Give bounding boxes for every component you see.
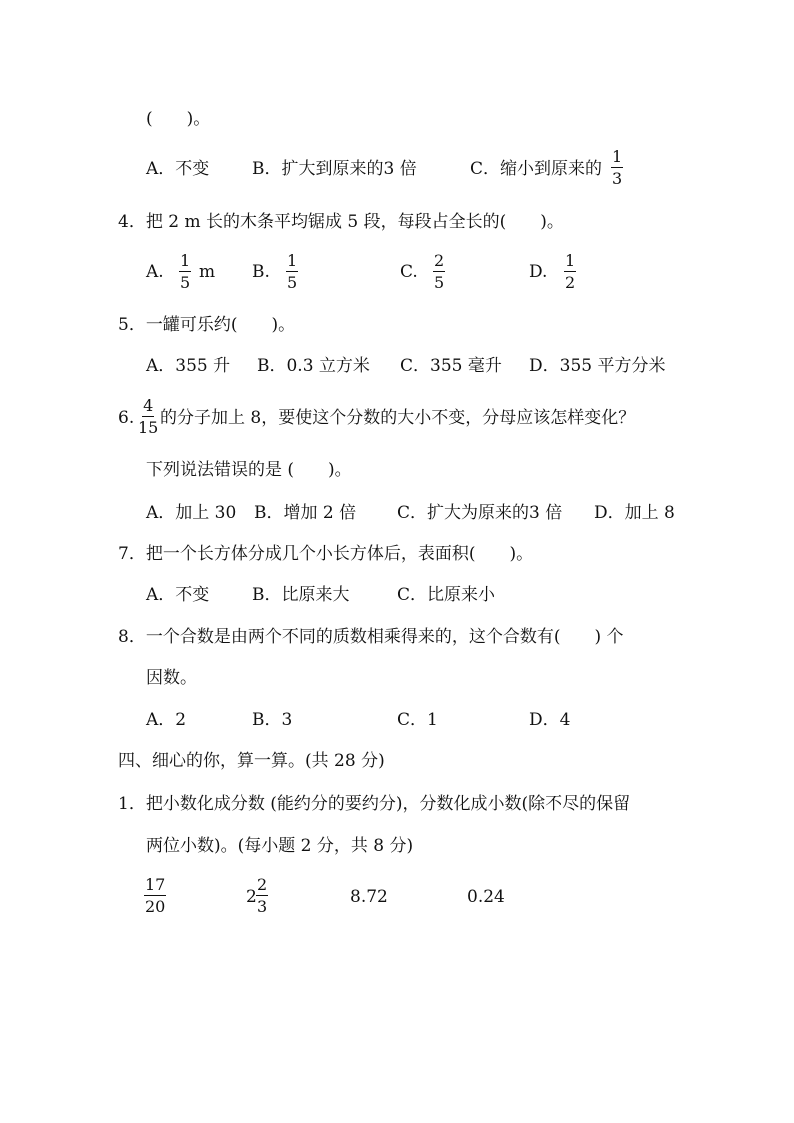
- fraction-denominator: 3: [257, 897, 268, 916]
- fraction-numerator: 1: [287, 251, 298, 270]
- q6-stem-line2: 下列说法错误的是 ( )。: [146, 460, 352, 480]
- fraction-denominator: 15: [138, 418, 159, 437]
- fraction-denominator: 5: [434, 273, 445, 292]
- calc-item-decimal-1: 8.72: [350, 887, 388, 907]
- calc-item-mixed-whole: 2: [246, 887, 257, 907]
- q4-option-a-unit: m: [199, 262, 216, 282]
- fraction-denominator: 2: [565, 273, 576, 292]
- q4-option-d-fraction: [564, 252, 576, 292]
- q4-option-b-label: B.: [252, 262, 270, 282]
- calc-item-fraction-1: [144, 876, 166, 916]
- q4-option-c-label: C.: [400, 262, 418, 282]
- q8-option-d: D．4: [529, 710, 571, 730]
- q8-option-c: C．1: [397, 710, 438, 730]
- fraction-denominator: 5: [287, 273, 298, 292]
- q3-option-c-fraction: [611, 148, 623, 188]
- fraction-numerator: 1: [565, 251, 576, 270]
- calc-item-mixed-fraction: [256, 876, 268, 916]
- q5-stem: 5．一罐可乐约( )。: [118, 315, 296, 335]
- q6-option-a: A．加上 30: [146, 503, 237, 523]
- q7-option-b: B．比原来大: [252, 585, 350, 605]
- q6-number: 6.: [118, 408, 135, 428]
- q4-option-a-label: A.: [146, 262, 164, 282]
- q7-option-c: C．比原来小: [397, 585, 496, 605]
- q4-stem: 4．把 2 m 长的木条平均锯成 5 段，每段占全长的( )。: [118, 212, 564, 232]
- q8-option-a: A．2: [146, 710, 187, 730]
- section-4-title: 四、细心的你，算一算。(共 28 分): [118, 751, 385, 771]
- q4-option-c-fraction: [433, 252, 445, 292]
- q3-option-b: B．扩大到原来的3 倍: [252, 159, 417, 179]
- q3-option-c: C．缩小到原来的: [470, 159, 603, 179]
- q6-fraction: [138, 397, 158, 437]
- calc-item-decimal-2: 0.24: [467, 887, 505, 907]
- fraction-denominator: 5: [180, 273, 191, 292]
- q7-option-a: A．不变: [146, 585, 210, 605]
- q6-stem: 的分子加上 8，要使这个分数的大小不变，分母应该怎样变化？: [160, 408, 636, 428]
- q5-option-a: A．355 升: [146, 356, 231, 376]
- q8-stem: 8．一个合数是由两个不同的质数相乘得来的，这个合数有( ) 个: [118, 627, 624, 647]
- q6-option-b: B．增加 2 倍: [254, 503, 357, 523]
- fraction-numerator: 2: [257, 875, 268, 894]
- fraction-numerator: 1: [612, 147, 623, 166]
- fraction-denominator: 3: [612, 169, 623, 188]
- fraction-numerator: 17: [145, 875, 166, 894]
- q4-option-a-fraction: [179, 252, 191, 292]
- q4-option-b-fraction: [286, 252, 298, 292]
- q4-option-d-label: D.: [529, 262, 548, 282]
- q5-option-b: B．0.3 立方米: [257, 356, 370, 376]
- q8-option-b: B．3: [252, 710, 293, 730]
- fraction-numerator: 4: [143, 396, 154, 415]
- q5-option-d: D．355 平方分米: [529, 356, 666, 376]
- section-4-q1-instruction-line2: 两位小数)。(每小题 2 分，共 8 分): [146, 836, 414, 856]
- fraction-numerator: 2: [434, 251, 445, 270]
- q6-option-c: C．扩大为原来的3 倍: [397, 503, 563, 523]
- q5-option-c: C．355 毫升: [400, 356, 502, 376]
- fraction-numerator: 1: [180, 251, 191, 270]
- section-4-q1-instruction: 1．把小数化成分数 (能约分的要约分)，分数化成小数(除不尽的保留: [118, 794, 631, 814]
- q3-option-a: A．不变: [146, 159, 210, 179]
- q3-answer-blank: ( )。: [146, 109, 211, 129]
- fraction-denominator: 20: [145, 897, 166, 916]
- q6-option-d: D．加上 8: [594, 503, 675, 523]
- q7-stem: 7．把一个长方体分成几个小长方体后，表面积( )。: [118, 544, 534, 564]
- q8-stem-line2: 因数。: [146, 668, 197, 688]
